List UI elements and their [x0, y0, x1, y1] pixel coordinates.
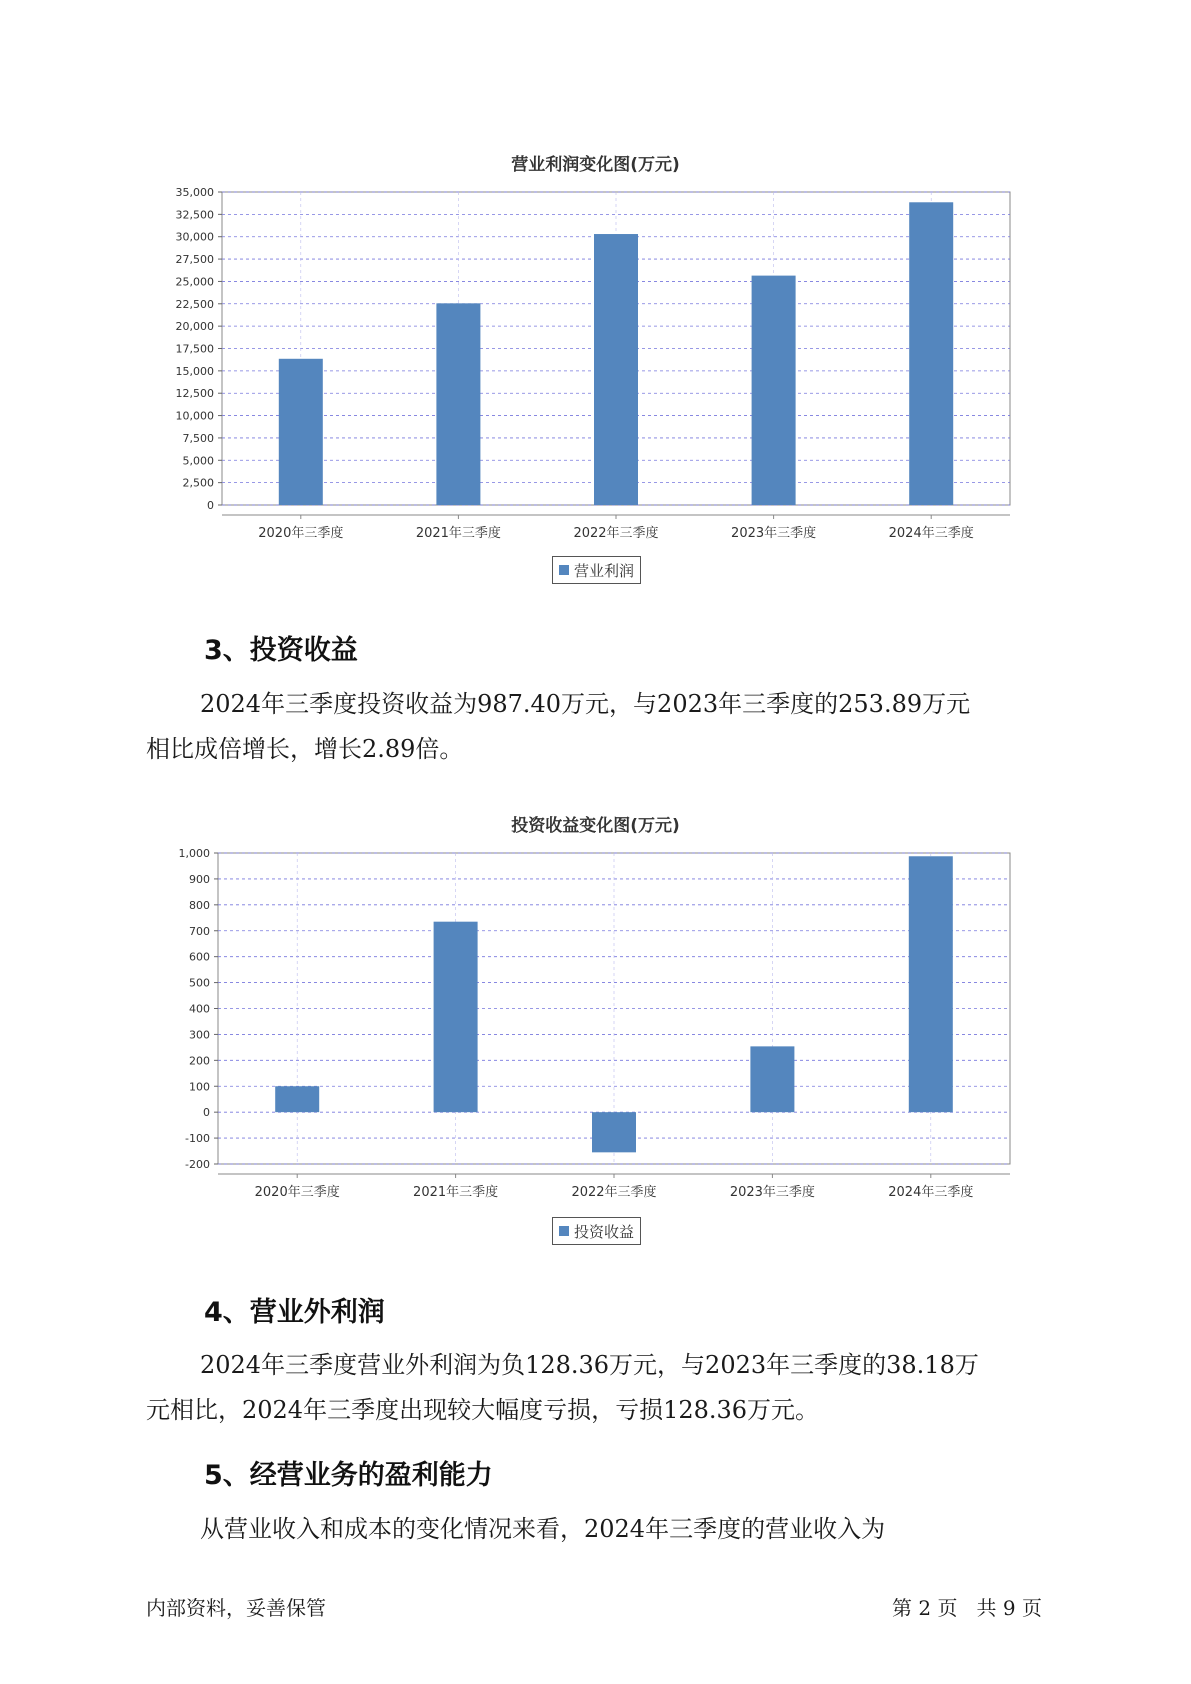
- footer-page-number: 第 2 页 共 9 页: [892, 1596, 1042, 1620]
- y-tick-label: 800: [189, 898, 210, 912]
- x-tick-label: 2023年三季度: [729, 1185, 815, 1200]
- chart2-title: 投资收益变化图(万元): [511, 816, 680, 836]
- x-tick-label: 2021年三季度: [413, 1185, 499, 1200]
- bar: [275, 1086, 319, 1112]
- y-tick-label: 500: [189, 976, 210, 990]
- bar: [752, 276, 796, 505]
- y-tick-label: 27,500: [175, 253, 214, 267]
- y-tick-label: 30,000: [175, 230, 214, 244]
- y-tick-label: 1,000: [178, 847, 210, 860]
- chart2-legend-label: 投资收益: [574, 1222, 635, 1241]
- chart1-legend-label: 营业利润: [574, 561, 635, 580]
- y-tick-label: 100: [189, 1080, 210, 1094]
- chart1-title: 营业利润变化图(万元): [511, 155, 680, 175]
- section-4-line-2: 元相比，2024年三季度出现较大幅度亏损，亏损128.36万元。: [146, 1396, 820, 1424]
- section-3-heading: 3、投资收益: [204, 635, 358, 666]
- y-tick-label: 10,000: [175, 409, 214, 423]
- y-tick-label: 2,500: [182, 476, 214, 490]
- y-tick-label: 7,500: [182, 431, 214, 445]
- x-tick-label: 2024年三季度: [888, 526, 974, 541]
- y-tick-label: 0: [203, 1106, 210, 1120]
- y-tick-label: 700: [189, 924, 210, 938]
- y-tick-label: 15,000: [175, 364, 214, 378]
- y-tick-label: 12,500: [175, 387, 214, 401]
- section-4-heading: 4、营业外利润: [204, 1297, 385, 1328]
- y-tick-label: 300: [189, 1028, 210, 1042]
- y-tick-label: 400: [189, 1002, 210, 1016]
- x-tick-label: 2022年三季度: [573, 526, 659, 541]
- section-3-line-1: 2024年三季度投资收益为987.40万元，与2023年三季度的253.89万元: [200, 690, 971, 718]
- bar: [909, 202, 953, 505]
- y-tick-label: 20,000: [175, 320, 214, 334]
- y-tick-label: 17,500: [175, 342, 214, 356]
- x-tick-label: 2020年三季度: [258, 526, 344, 541]
- y-tick-label: 600: [189, 950, 210, 964]
- bar: [592, 1112, 636, 1152]
- operating-profit-chart: [0, 180, 1191, 600]
- investment-income-chart: [0, 840, 1191, 1200]
- y-tick-label: 22,500: [175, 297, 214, 311]
- x-tick-label: 2021年三季度: [415, 526, 501, 541]
- y-tick-label: -200: [185, 1158, 210, 1171]
- section-3-line-2: 相比成倍增长，增长2.89倍。: [146, 735, 464, 763]
- chart2-legend: [552, 1217, 641, 1245]
- legend-swatch: [559, 565, 569, 575]
- bar: [436, 303, 480, 505]
- y-tick-label: 32,500: [175, 208, 214, 222]
- chart1-legend: [552, 556, 641, 584]
- y-tick-label: -100: [185, 1132, 210, 1146]
- bar: [750, 1046, 794, 1112]
- section-5-heading: 5、经营业务的盈利能力: [204, 1460, 493, 1491]
- y-tick-label: 900: [189, 872, 210, 886]
- section-5-paragraph: [146, 1507, 1046, 1552]
- section-4-paragraph: [146, 1343, 1046, 1433]
- y-tick-label: 200: [189, 1054, 210, 1068]
- section-4-line-1: 2024年三季度营业外利润为负128.36万元，与2023年三季度的38.18万: [200, 1351, 979, 1379]
- bar: [909, 856, 953, 1112]
- x-tick-label: 2024年三季度: [888, 1185, 974, 1200]
- bar: [594, 234, 638, 505]
- x-tick-label: 2023年三季度: [731, 526, 817, 541]
- x-tick-label: 2022年三季度: [571, 1185, 657, 1200]
- x-tick-label: 2020年三季度: [254, 1185, 340, 1200]
- section-5-line-1: 从营业收入和成本的变化情况来看，2024年三季度的营业收入为: [200, 1515, 886, 1543]
- y-tick-label: 5,000: [182, 454, 214, 468]
- bar: [279, 359, 323, 505]
- y-tick-label: 25,000: [175, 275, 214, 289]
- section-3-paragraph: [146, 682, 1046, 772]
- y-tick-label: 0: [207, 499, 214, 512]
- y-tick-label: 35,000: [175, 186, 214, 199]
- bar: [434, 922, 478, 1112]
- legend-swatch: [559, 1226, 569, 1236]
- footer-confidential: 内部资料，妥善保管: [146, 1596, 326, 1620]
